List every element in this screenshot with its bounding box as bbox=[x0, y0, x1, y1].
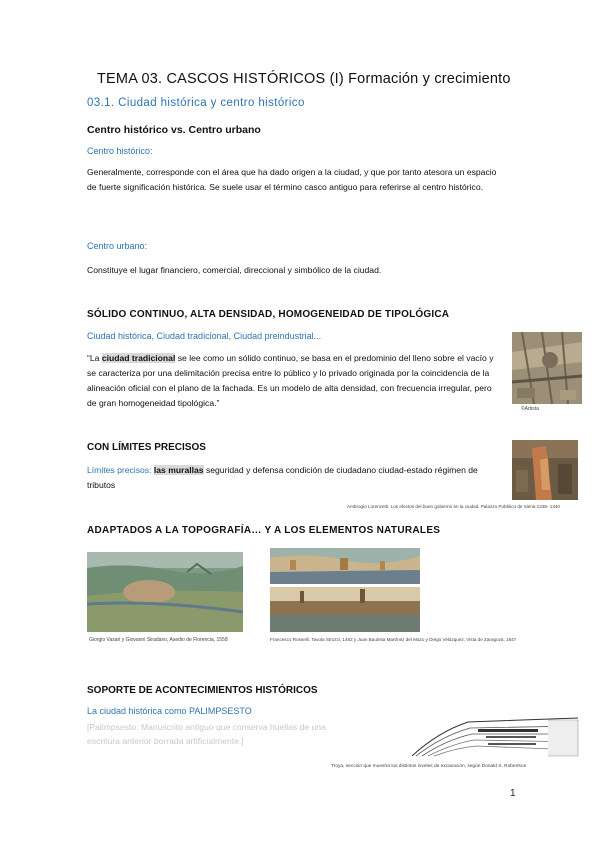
siege-florence-image bbox=[87, 552, 243, 632]
troya-section-diagram bbox=[408, 706, 583, 761]
ciudad-tradicional-highlight: ciudad tradicional bbox=[101, 353, 176, 363]
section2-label: Ciudad histórica, Ciudad tradicional, Ciudad preindustrial... bbox=[87, 331, 322, 341]
centro-urbano-text: Constituye el lugar financiero, comercial, direccional y simbólico de la ciudad. bbox=[87, 265, 382, 275]
section1-heading: Centro histórico vs. Centro urbano bbox=[87, 124, 261, 136]
centro-historico-text: Generalmente, corresponde con el área que ha dado origen a la ciudad, y que por tanto atesora un espacio de fuerte significación histórica. Se suele usar el término casco antiguo para referirse al centro histórico. bbox=[87, 167, 497, 192]
palimpsesto-label: La ciudad histórica como PALIMPSESTO bbox=[87, 706, 252, 716]
section2-heading: SÓLIDO CONTINUO, ALTA DENSIDAD, HOMOGENEIDAD DE TIPOLÓGICA bbox=[87, 309, 450, 320]
section2-quote: “La ciudad tradicional se lee como un sólido continuo, se basa en el predominio del lleno sobre el vacío y se caracteriza por una delimitación precisa entre lo público y lo privado originada por la coincidencia de la alineación oficial con el plano de la fachada. Es un modelo de alta densidad, con frecuencia irregular, pero de gran homogeneidad tipológica.” bbox=[87, 353, 494, 408]
lorenzetti-caption: Ambrogio Lorenzetti. Los efectos del buen gobierno en la ciudad. Palazzo Pubblico de Siena 1338- 1340 bbox=[347, 504, 560, 509]
aerial-image-caption: ©Artista bbox=[521, 406, 539, 412]
centro-urbano-label: Centro urbano: bbox=[87, 241, 148, 251]
palimpsesto-definition: [Palimpsesto: Manuscrito antiguo que conserva huellas de una escritura anterior borrada artificialmente.] bbox=[87, 722, 326, 746]
siege-florence-caption: Giorgio Vasari y Giovanni Stradano, Asedio de Florencia, 1558 bbox=[89, 637, 228, 643]
vista-zaragoza-image bbox=[270, 587, 420, 632]
lorenzetti-painting-image bbox=[512, 440, 578, 500]
tavola-zaragoza-caption: Francesco Rosselli. Tavola Strozzi, 1482 y Juan Bautista Martínez del Mazo y Diego Velázquez, Vista de Zaragoza, 1647 bbox=[270, 637, 517, 642]
page-number: 1 bbox=[510, 788, 516, 799]
section5-heading: SOPORTE DE ACONTECIMIENTOS HISTÓRICOS bbox=[87, 685, 318, 696]
section4-heading: ADAPTADOS A LA TOPOGRAFÍA… Y A LOS ELEMENTOS NATURALES bbox=[87, 525, 441, 536]
murallas-highlight: las murallas bbox=[153, 465, 204, 475]
troya-caption: Troya, sección que muestra los distintos niveles de excavación, según Donald S. Robertson bbox=[331, 764, 527, 769]
section3-text: Límites precisos: las murallas seguridad y defensa condición de ciudadano ciudad-estado régimen de tributos bbox=[87, 465, 478, 490]
section3-heading: CON LÍMITES PRECISOS bbox=[87, 442, 206, 453]
tavola-strozzi-image bbox=[270, 548, 420, 584]
aerial-city-image bbox=[512, 332, 582, 404]
centro-historico-label: Centro histórico: bbox=[87, 146, 153, 156]
document-title: TEMA 03. CASCOS HISTÓRICOS (I) Formación y crecimiento bbox=[97, 71, 511, 87]
section-subtitle: 03.1. Ciudad histórica y centro histórico bbox=[87, 97, 305, 109]
